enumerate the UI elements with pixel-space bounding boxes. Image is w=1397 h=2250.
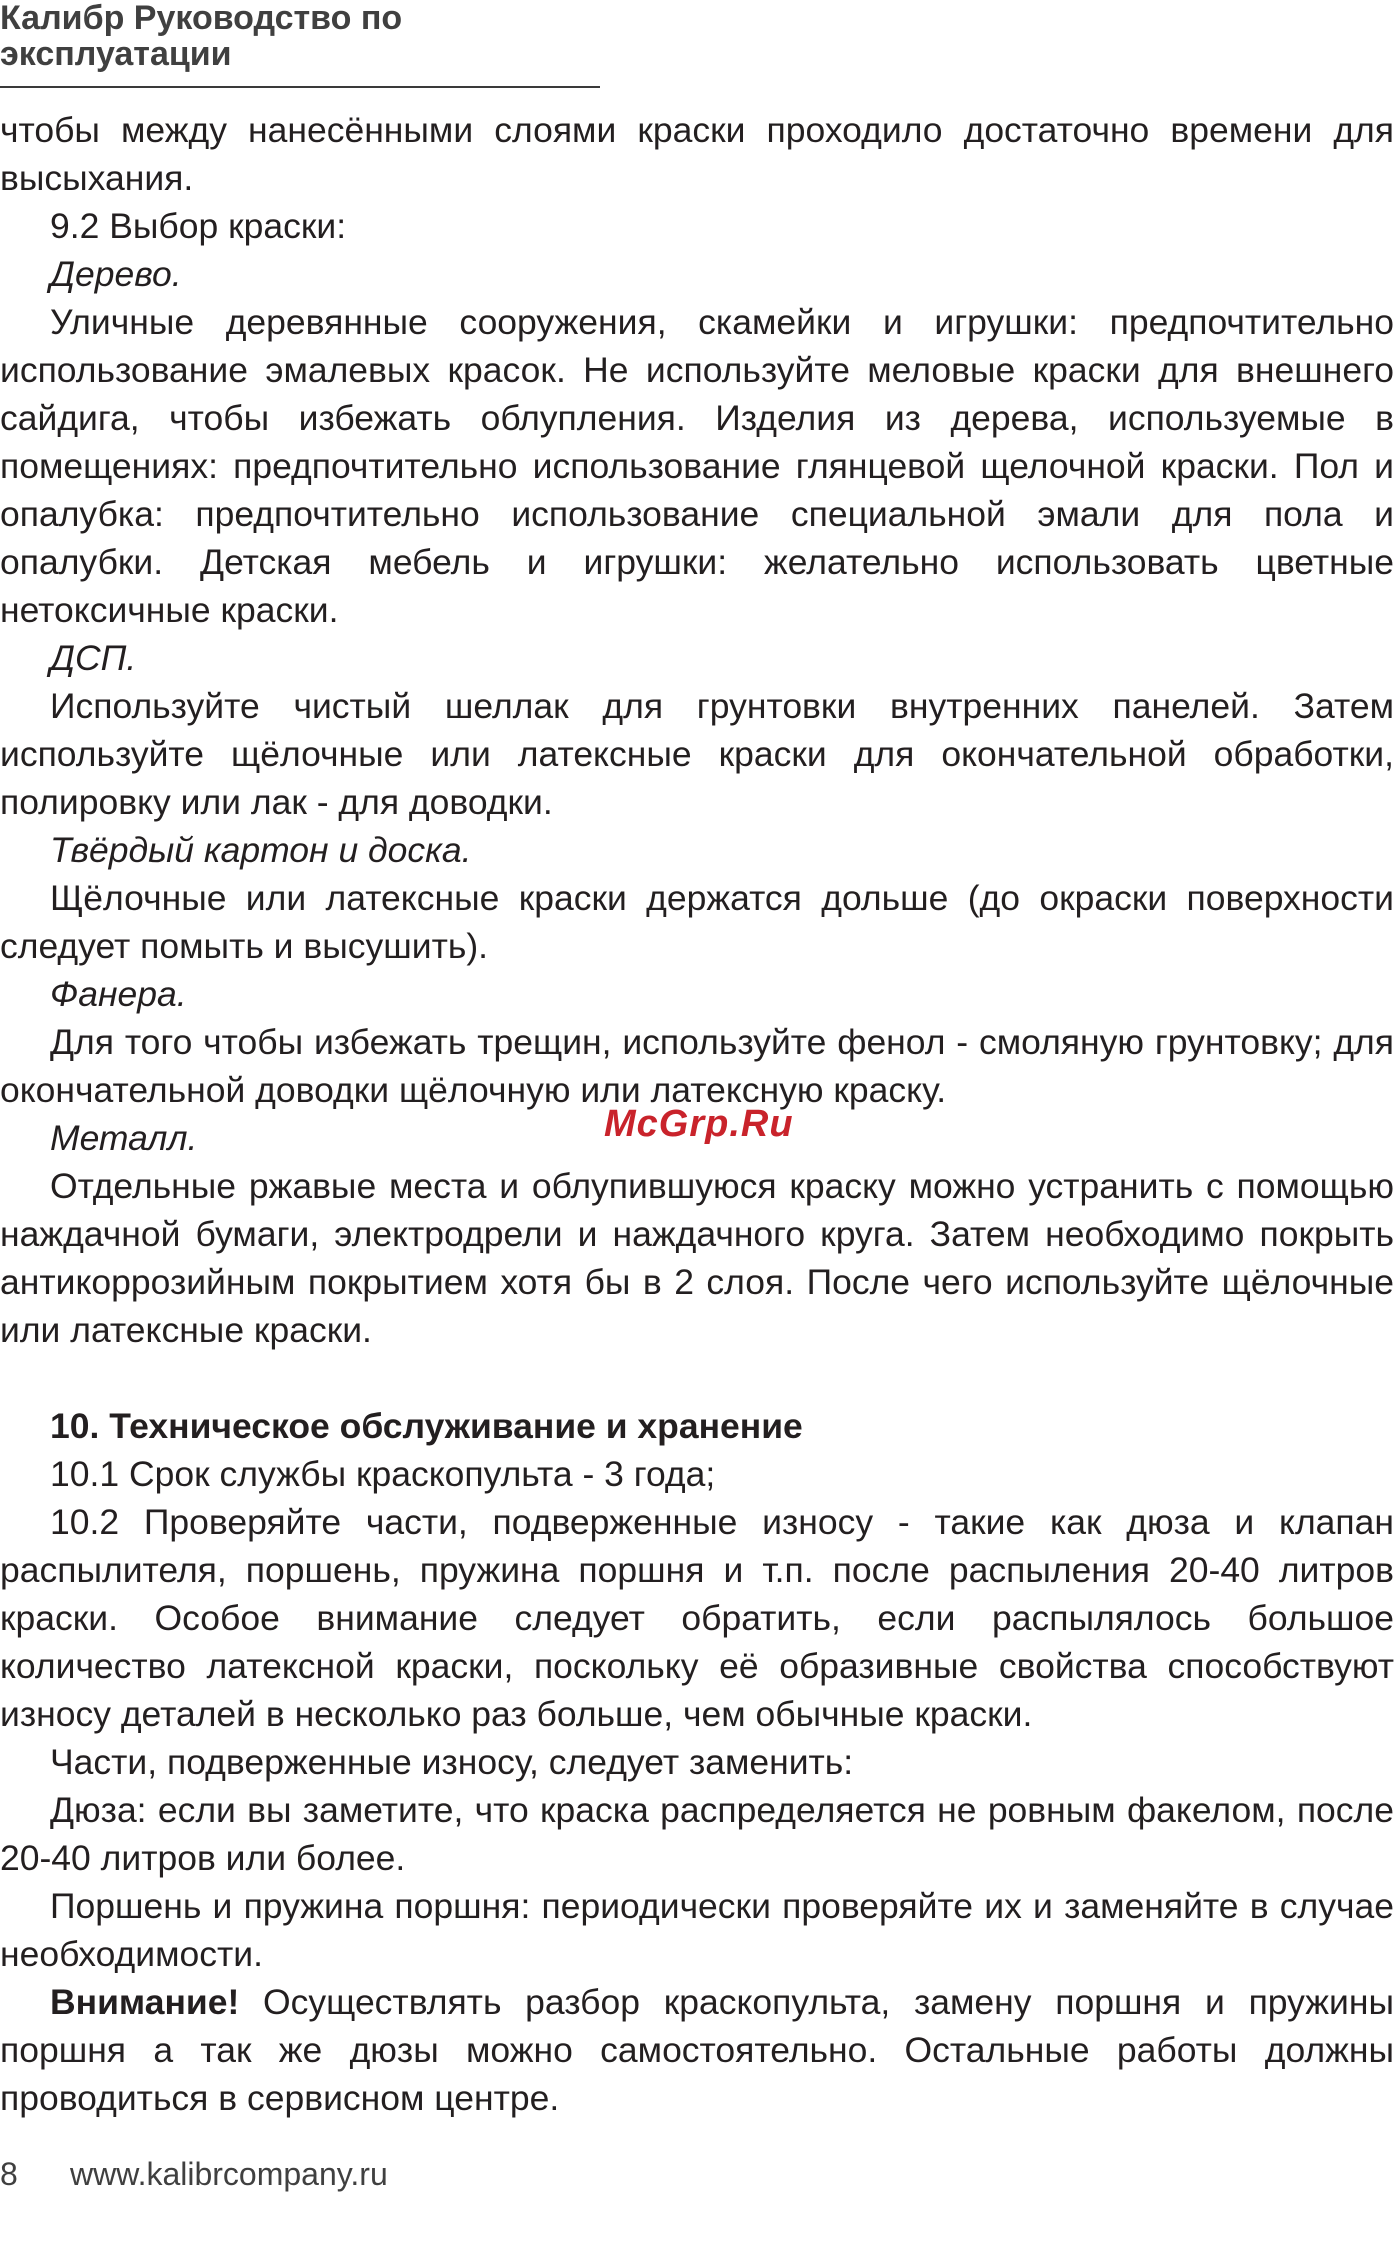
page-number: 8 (0, 2156, 18, 2192)
section-spacer (0, 1354, 1394, 1402)
paragraph-10-2: 10.2 Проверяйте части, подверженные износу - такие как дюза и клапан распылителя, поршень, пружина поршня и т.п. после распыления 20-40 литров краски. Особое внимание следует обратить, если распылялось большое количество латексной краски, поскольку её образивные свойства способствуют износу деталей в несколько раз больше, чем обычные краски. (0, 1502, 1394, 1734)
paragraph-piston: Поршень и пружина поршня: периодически проверяйте их и заменяйте в случае необходимости. (0, 1886, 1394, 1974)
paragraph-plywood: Для того чтобы избежать трещин, используйте фенол - смоляную грунтовку; для окончательной доводки щёлочную или латексную краску. (0, 1022, 1394, 1110)
warning-label: Внимание! (50, 1982, 240, 2022)
website-link[interactable]: www.kalibrcompany.ru (70, 2156, 388, 2192)
paragraph-wood: Уличные деревянные сооружения, скамейки и игрушки: предпочтительно использование эмалевых красок. Не используйте меловые краски для внешнего сайдига, чтобы избежать облупления. Изделия из дерева, используемые в помещениях: предпочтительно использование глянцевой щелочной краски. Пол и опалубка: предпочтительно использование специальной эмали для пола и опалубки. Детская мебель и игрушки: желательно использовать цветные нетоксичные краски. (0, 302, 1394, 630)
paragraph-dsp: Используйте чистый шеллак для грунтовки внутренних панелей. Затем используйте щёлочные или латексные краски для окончательной обработки, полировку или лак - для доводки. (0, 686, 1394, 822)
running-header: Калибр Руководство по эксплуатации (0, 0, 600, 88)
paragraph-drying: чтобы между нанесёнными слоями краски проходило достаточно времени для высыхания. (0, 110, 1394, 198)
paragraph-metal: Отдельные ржавые места и облупившуюся краску можно устранить с помощью наждачной бумаги, электродрели и наждачного круга. Затем необходимо покрыть антикоррозийным покрытием хотя бы в 2 слоя. После чего используйте щёлочные или латексные краски. (0, 1166, 1394, 1350)
watermark: McGrp.Ru (604, 1103, 794, 1145)
warning-text: Осуществлять разбор краскопульта, замену поршня и пружины поршня а так же дюзы можно самостоятельно. Остальные работы должны проводиться в сервисном центре. (0, 1982, 1394, 2118)
paragraph-parts-replace: Части, подверженные износу, следует заменить: (50, 1742, 854, 1782)
paragraph-warning (0, 1978, 1394, 2122)
subheading-wood: Дерево. (50, 254, 182, 294)
subheading-board: Твёрдый картон и доска. (50, 830, 472, 870)
paragraph-nozzle: Дюза: если вы заметите, что краска распределяется не ровным факелом, после 20-40 литров или более. (0, 1790, 1394, 1878)
subheading-plywood: Фанера. (50, 974, 187, 1014)
paragraph-10-1: 10.1 Срок службы краскопульта - 3 года; (50, 1454, 716, 1494)
page-footer (0, 2154, 388, 2194)
subheading-dsp: ДСП. (50, 638, 137, 678)
section-10-heading: 10. Техническое обслуживание и хранение (50, 1406, 803, 1446)
subheading-metal: Металл. (50, 1118, 198, 1158)
paragraph-board: Щёлочные или латексные краски держатся дольше (до окраски поверхности следует помыть и высушить). (0, 878, 1394, 966)
section-9-2-heading: 9.2 Выбор краски: (50, 206, 347, 246)
